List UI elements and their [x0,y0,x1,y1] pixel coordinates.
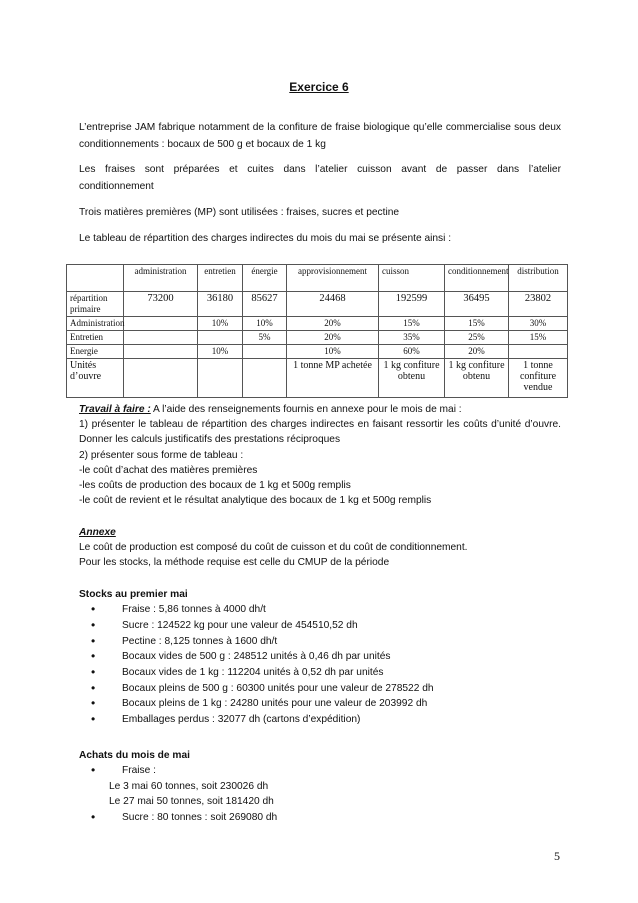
table-cell [509,345,568,359]
table-cell: 24468 [287,292,379,317]
travail-item: -le coût de revient et le résultat analytique des bocaux de 1 kg et 500g remplis [79,495,432,507]
table-cell: 25% [445,331,509,345]
table-cell: Unités d’ouvre [67,359,124,398]
table-cell [124,331,198,345]
table-cell: 1 kg confiture obtenu [379,359,445,398]
table-cell [124,317,198,331]
travail-lead: A l’aide des renseignements fournis en annexe pour le mois de mai : [150,404,462,415]
list-item: • Sucre : 124522 kg pour une valeur de 454510,52 dh [91,618,561,634]
stocks-list [79,602,561,728]
list-item: • Fraise : 5,86 tonnes à 4000 dh/t [91,602,561,618]
table-cell: 10% [198,317,243,331]
table-row [67,317,568,331]
table-header-cell: cuisson [379,265,445,292]
annexe-line: Le coût de production est composé du coût de cuisson et du coût de conditionnement. [79,542,468,554]
charges-table [66,264,568,398]
table-header-cell: administration [124,265,198,292]
travail-label: Travail à faire : [79,404,151,415]
table-cell: 10% [243,317,287,331]
list-item: • Bocaux pleins de 1 kg : 24280 unités pour une valeur de 203992 dh [91,696,561,712]
travail-item: 1) présenter le tableau de répartition des charges indirectes en faisant ressortir les coûts d’unité d’ouvre. Donner les calculs justificatifs des prestations réciproques [79,419,561,446]
table-cell: Administration [67,317,124,331]
table-cell: 20% [287,317,379,331]
achats-section [79,748,561,826]
travail-item: -les coûts de production des bocaux de 1 kg et 500g remplis [79,480,351,492]
table-row [67,359,568,398]
table-cell [124,345,198,359]
list-item: • Emballages perdus : 32077 dh (cartons d’expédition) [91,712,561,728]
intro-paragraph-3: Trois matières premières (MP) sont utilisées : fraises, sucres et pectine [79,207,400,218]
table-cell: 15% [379,317,445,331]
table-cell: 10% [198,345,243,359]
stocks-section [79,587,561,728]
intro-paragraph-2: Les fraises sont préparées et cuites dans l’atelier cuisson avant de passer dans l’atelier conditionnement [79,164,561,192]
table-cell [124,359,198,398]
table-cell: 1 tonne MP achetée [287,359,379,398]
annexe-line: Pour les stocks, la méthode requise est celle du CMUP de la période [79,557,390,569]
list-item: • Bocaux vides de 500 g : 248512 unités à 0,46 dh par unités [91,649,561,665]
achats-list [79,763,561,779]
table-cell [198,359,243,398]
exercise-title: Exercice 6 [289,80,349,94]
table-header-cell: distribution [509,265,568,292]
stocks-label: Stocks au premier mai [79,589,188,600]
list-item: • Sucre : 80 tonnes : soit 269080 dh [91,810,561,826]
table-header-cell: entretien [198,265,243,292]
travail-item: -le coût d’achat des matières premières [79,464,258,476]
annexe-label: Annexe [79,527,116,538]
table-cell: 35% [379,331,445,345]
table-cell: 15% [445,317,509,331]
achats-list-2 [79,810,561,826]
table-cell: 20% [445,345,509,359]
table-cell: 10% [287,345,379,359]
table-cell: 1 kg confiture obtenu [445,359,509,398]
travail-item: 2) présenter sous forme de tableau : [79,449,244,461]
intro-paragraph-1: L’entreprise JAM fabrique notamment de la confiture de fraise biologique qu’elle commercialise sous deux conditionnements : bocaux de 500 g et bocaux de 1 kg [79,122,561,150]
table-cell: 73200 [124,292,198,317]
table-row [67,331,568,345]
achats-label: Achats du mois de mai [79,750,190,761]
table-cell: 60% [379,345,445,359]
fraise-purchase-line: Le 27 mai 50 tonnes, soit 181420 dh [109,796,274,808]
travail-section [79,402,561,508]
list-item: • Fraise : [91,763,561,779]
intro-paragraph-4: Le tableau de répartition des charges indirectes du mois du mai se présente ainsi : [79,233,452,244]
table-row [67,292,568,317]
table-cell: 192599 [379,292,445,317]
table-header-cell [67,265,124,292]
page-number: 5 [554,849,560,863]
table-cell: 20% [287,331,379,345]
table-cell: 5% [243,331,287,345]
table-cell: 85627 [243,292,287,317]
table-header-row [67,265,568,292]
table-cell: Entretien [67,331,124,345]
table-cell: 23802 [509,292,568,317]
table-cell [198,331,243,345]
table-header-cell: approvisionnement [287,265,379,292]
list-item: • Bocaux vides de 1 kg : 112204 unités à 0,52 dh par unités [91,665,561,681]
table-header-cell: conditionnement [445,265,509,292]
table-cell [243,345,287,359]
list-item: • Bocaux pleins de 500 g : 60300 unités pour une valeur de 278522 dh [91,681,561,697]
table-cell [243,359,287,398]
table-cell: 1 tonne confiture vendue [509,359,568,398]
fraise-purchase-line: Le 3 mai 60 tonnes, soit 230026 dh [109,780,269,792]
table-cell: 15% [509,331,568,345]
table-cell: répartition primaire [67,292,124,317]
table-row [67,345,568,359]
table-header-cell: énergie [243,265,287,292]
annexe-section [79,525,561,571]
list-item: • Pectine : 8,125 tonnes à 1600 dh/t [91,634,561,650]
table-cell: 30% [509,317,568,331]
table-cell: Energie [67,345,124,359]
table-cell: 36180 [198,292,243,317]
table-cell: 36495 [445,292,509,317]
